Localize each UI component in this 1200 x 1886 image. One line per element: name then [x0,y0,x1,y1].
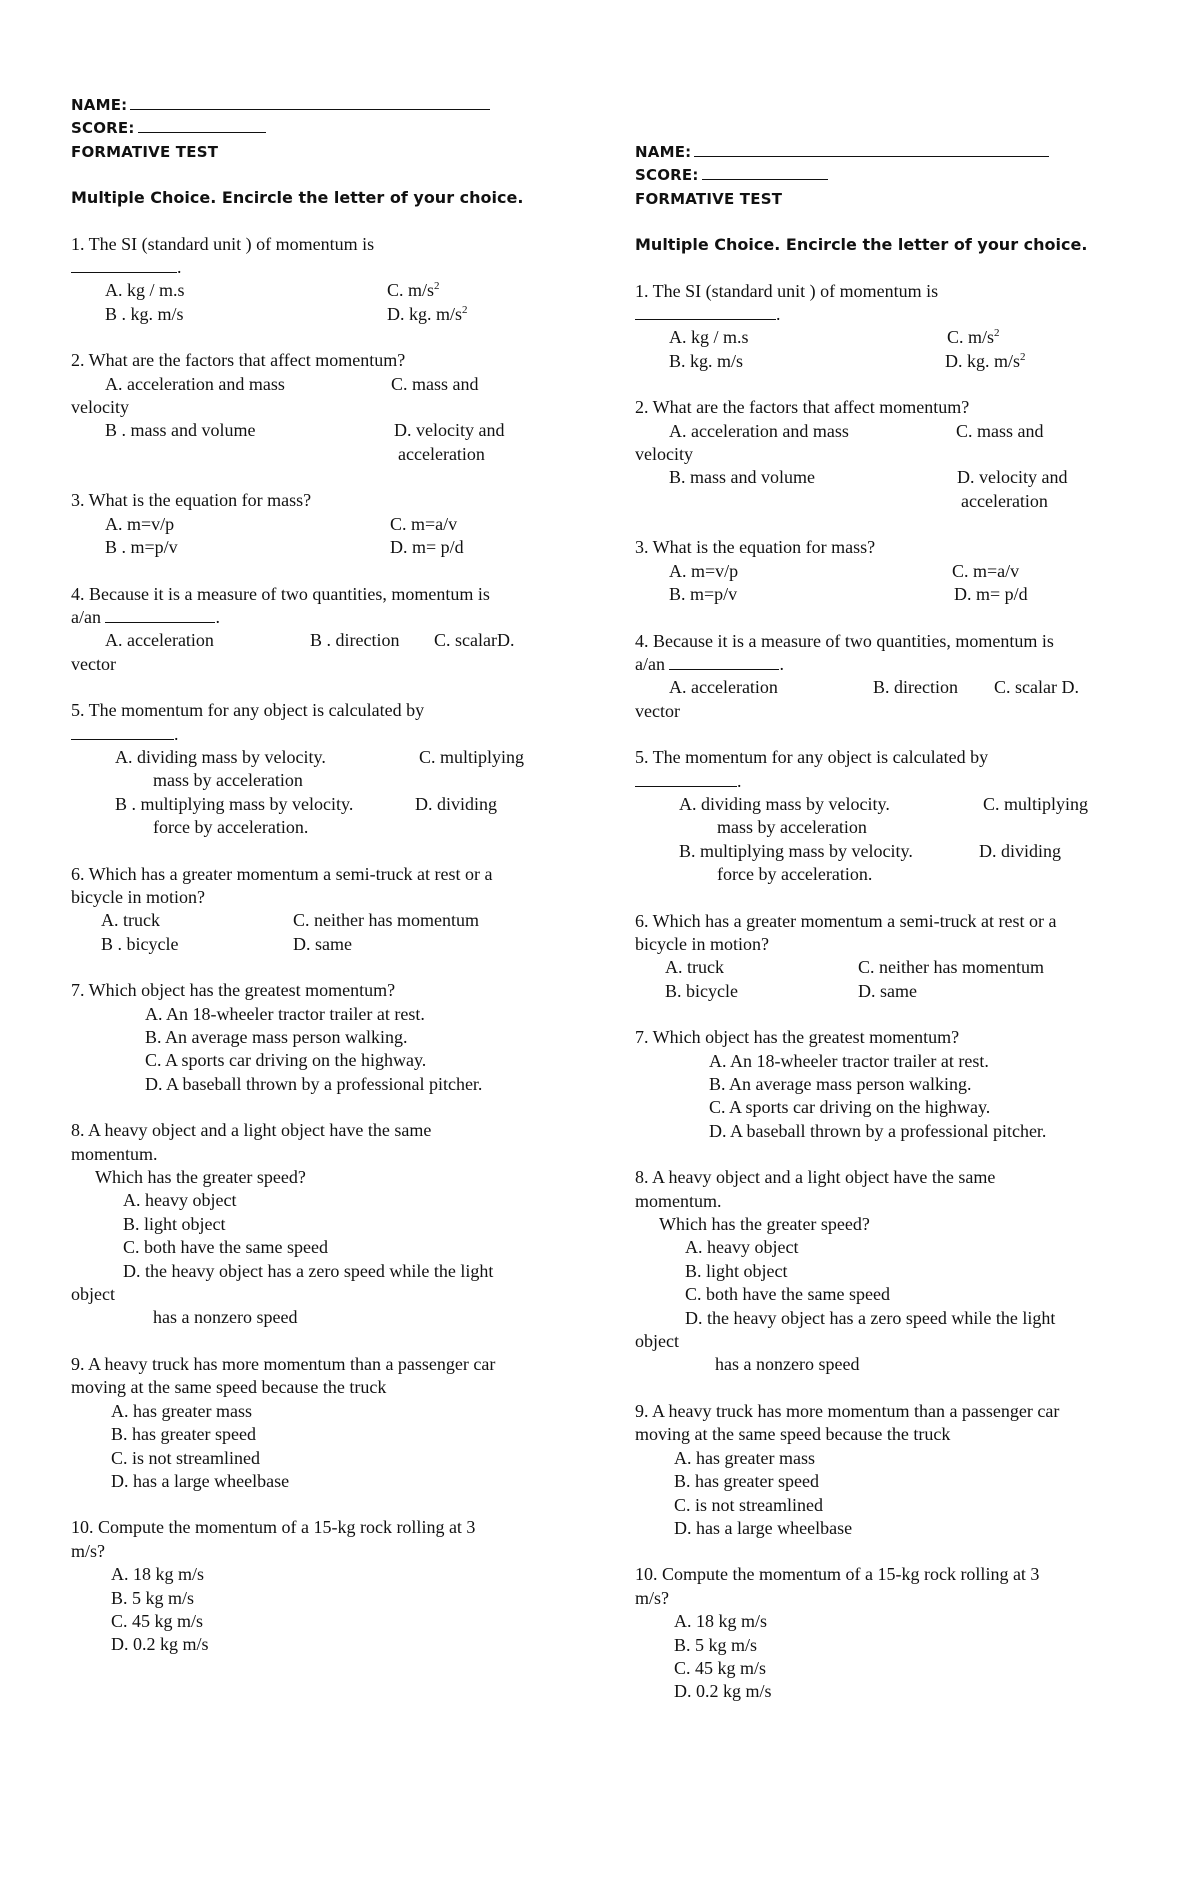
question-subprompt: Which has the greater speed? [659,1214,870,1235]
option-b: B. light object [685,1260,788,1281]
question-stem: 10. Compute the momentum of a 15-kg rock rolling at 3 [71,1517,476,1538]
option-d-continued: object [635,1331,679,1352]
option-a: A. heavy object [685,1237,799,1258]
option-a: A. 18 kg m/s [674,1611,768,1632]
option-b: B . direction [310,630,400,651]
instructions: Multiple Choice. Encircle the letter of your choice. [635,235,1088,255]
option-a: A. acceleration and mass [105,373,285,394]
option-b: B. bicycle [665,980,738,1001]
option-d-continued: object [71,1284,115,1305]
question-stem: 4. Because it is a measure of two quantities, momentum is [71,583,490,604]
instructions: Multiple Choice. Encircle the letter of your choice. [71,188,524,208]
option-a: A. m=v/p [105,513,175,534]
question-stem-continued: a/an . [71,606,220,627]
option-a: A. kg / m.s [105,280,185,301]
option-a: A. heavy object [123,1190,237,1211]
option-b: B. has greater speed [674,1471,819,1492]
question-stem-continued: momentum. [71,1143,158,1164]
question-stem-continued: momentum. [635,1190,722,1211]
question-4 [635,630,1115,724]
question-stem: 4. Because it is a measure of two quantities, momentum is [635,630,1054,651]
option-d: D. A baseball thrown by a professional pitcher. [145,1073,483,1094]
option-c-d: C. scalar D. [994,677,1079,698]
score-line [635,164,1115,187]
option-c: C. is not streamlined [111,1447,260,1468]
question-stem-continued: moving at the same speed because the truck [635,1424,951,1445]
option-a: A. An 18-wheeler tractor trailer at rest. [145,1003,425,1024]
option-d: D. velocity and [394,420,505,441]
option-a: A. m=v/p [669,560,739,581]
option-d-continued: vector [635,700,680,721]
option-d: D. has a large wheelbase [674,1517,853,1538]
option-c: C. neither has momentum [293,910,479,931]
name-blank [694,143,1049,157]
question-stem-continued: bicycle in motion? [71,886,205,907]
option-a: A. An 18-wheeler tractor trailer at rest. [709,1050,989,1071]
score-blank [702,166,828,180]
score-blank [138,119,266,133]
option-d: D. A baseball thrown by a professional pitcher. [709,1120,1047,1141]
option-d: D. kg. $m/s^2$ [945,350,1026,371]
option-c-continued: velocity [71,397,129,418]
question-8 [635,1166,1115,1377]
option-d-continued: force by acceleration. [717,864,873,885]
option-d-continued: force by acceleration. [153,817,309,838]
score-label: SCORE: [635,166,699,185]
score-line [71,117,551,140]
option-b: B. multiplying mass by velocity. [679,840,913,861]
question-stem: 1. The SI (standard unit ) of momentum is [71,233,375,254]
option-a: A. truck [101,910,160,931]
answer-blank-line: . [71,256,551,279]
question-6 [71,863,551,957]
question-1 [71,233,551,327]
question-stem-continued: bicycle in motion? [635,933,769,954]
option-c: C. both have the same speed [123,1237,328,1258]
option-c: C. multiplying [983,793,1089,814]
option-d: D. 0.2 kg m/s [111,1634,209,1655]
option-c-continued: mass by acceleration [717,817,867,838]
question-3 [71,489,551,559]
option-c: C. neither has momentum [858,957,1044,978]
question-4 [71,583,551,677]
option-b: B . m=p/v [105,537,178,558]
option-a: A. has greater mass [111,1400,252,1421]
option-d: D. the heavy object has a zero speed while the light [123,1260,494,1281]
name-line [635,141,1115,164]
question-5 [71,699,551,839]
question-stem: 9. A heavy truck has more momentum than a passenger car [71,1353,496,1374]
option-d: D. kg. $m/s^2$ [387,303,468,324]
question-stem: 5. The momentum for any object is calculated by [71,700,425,721]
question-stem-continued: m/s? [635,1587,669,1608]
option-c: C. A sports car driving on the highway. [145,1050,427,1071]
question-stem: 8. A heavy object and a light object have the same [71,1120,432,1141]
question-1 [635,280,1115,374]
answer-blank-line: . [635,770,1115,793]
option-a: A. acceleration and mass [669,420,849,441]
option-b: B . multiplying mass by velocity. [115,793,354,814]
option-b: B. m=p/v [669,584,738,605]
option-d-continued: acceleration [398,443,485,464]
option-c: C. m=a/v [390,513,458,534]
question-9 [71,1353,551,1493]
option-d: D. has a large wheelbase [111,1470,290,1491]
option-a: A. acceleration [105,630,214,651]
question-stem-continued: m/s? [71,1540,105,1561]
name-line [71,94,551,117]
option-b: B. has greater speed [111,1424,256,1445]
option-c: C. $m/s^2$ [947,327,1000,348]
option-a: A. dividing mass by velocity. [115,746,326,767]
option-c-continued: mass by acceleration [153,770,303,791]
option-b: B . mass and volume [105,420,256,441]
option-c: C. mass and [956,420,1044,441]
option-b: B. kg. m/s [669,350,744,371]
question-stem: 7. Which object has the greatest momentum? [71,980,396,1001]
question-stem: 6. Which has a greater momentum a semi-truck at rest or a [71,863,493,884]
question-10 [635,1563,1115,1703]
question-7 [71,979,551,1096]
option-b: B . bicycle [101,933,179,954]
option-b: B. 5 kg m/s [111,1587,195,1608]
option-d-continued: acceleration [961,490,1048,511]
question-stem: 7. Which object has the greatest momentum? [635,1027,960,1048]
question-2 [71,349,551,466]
option-d: D. m= p/d [390,537,464,558]
answer-blank-line: . [635,303,1115,326]
option-a: A. has greater mass [674,1447,815,1468]
option-d: D. the heavy object has a zero speed while the light [685,1307,1056,1328]
option-d: D. 0.2 kg m/s [674,1681,772,1702]
option-d-continued: vector [71,653,116,674]
option-d: D. dividing [979,840,1062,861]
question-stem: 10. Compute the momentum of a 15-kg rock rolling at 3 [635,1564,1040,1585]
option-a: A. truck [665,957,724,978]
test-title: FORMATIVE TEST [635,189,783,208]
option-a: A. dividing mass by velocity. [679,793,890,814]
option-d: D. same [293,933,352,954]
option-d-continued-2: has a nonzero speed [715,1354,860,1375]
question-stem: 9. A heavy truck has more momentum than a passenger car [635,1400,1060,1421]
option-b: B. 5 kg m/s [674,1634,758,1655]
option-c-d: C. scalarD. [434,630,515,651]
question-stem: 2. What are the factors that affect momentum? [635,397,970,418]
option-d: D. velocity and [957,467,1068,488]
option-a: A. acceleration [669,677,778,698]
option-c: C. 45 kg m/s [111,1610,204,1631]
question-stem-continued: a/an . [635,653,784,674]
question-10 [71,1516,551,1656]
question-stem: 5. The momentum for any object is calculated by [635,747,989,768]
question-6 [635,910,1115,1004]
test-title: FORMATIVE TEST [71,142,219,161]
option-d-continued-2: has a nonzero speed [153,1307,298,1328]
option-c: C. 45 kg m/s [674,1657,767,1678]
name-blank [130,96,490,110]
question-7 [635,1026,1115,1143]
option-c: C. m=a/v [952,560,1020,581]
quiz-sheet-right [635,141,1115,1727]
option-c: C. is not streamlined [674,1494,823,1515]
option-c: C. mass and [391,373,479,394]
option-b: B. direction [873,677,958,698]
question-3 [635,536,1115,606]
option-d: D. same [858,980,917,1001]
option-b: B. An average mass person walking. [145,1027,408,1047]
option-b: B. An average mass person walking. [709,1074,972,1094]
option-b: B. light object [123,1213,226,1234]
question-subprompt: Which has the greater speed? [95,1167,306,1188]
score-label: SCORE: [71,119,135,138]
option-a: A. kg / m.s [669,327,749,348]
option-b: B. mass and volume [669,467,815,488]
question-stem: 1. The SI (standard unit ) of momentum is [635,280,939,301]
option-d: D. m= p/d [954,584,1028,605]
option-c: C. A sports car driving on the highway. [709,1097,991,1118]
option-c: C. multiplying [419,746,525,767]
option-c-continued: velocity [635,444,693,465]
question-5 [635,746,1115,886]
question-2 [635,396,1115,513]
answer-blank-line: . [71,723,551,746]
option-d: D. dividing [415,793,498,814]
name-label: NAME: [635,143,692,161]
question-stem: 2. What are the factors that affect momentum? [71,350,406,371]
option-a: A. 18 kg m/s [111,1564,205,1585]
name-label: NAME: [71,96,128,114]
question-stem: 3. What is the equation for mass? [71,490,312,511]
question-9 [635,1400,1115,1540]
question-stem: 6. Which has a greater momentum a semi-truck at rest or a [635,910,1057,931]
option-b: B . kg. m/s [105,303,184,324]
question-stem-continued: moving at the same speed because the truck [71,1377,387,1398]
question-8 [71,1119,551,1330]
option-c: C. both have the same speed [685,1284,890,1305]
question-stem: 3. What is the equation for mass? [635,537,876,558]
quiz-sheet-left [71,94,551,1680]
question-stem: 8. A heavy object and a light object have the same [635,1167,996,1188]
option-c: C. $m/s^2$ [387,280,440,301]
